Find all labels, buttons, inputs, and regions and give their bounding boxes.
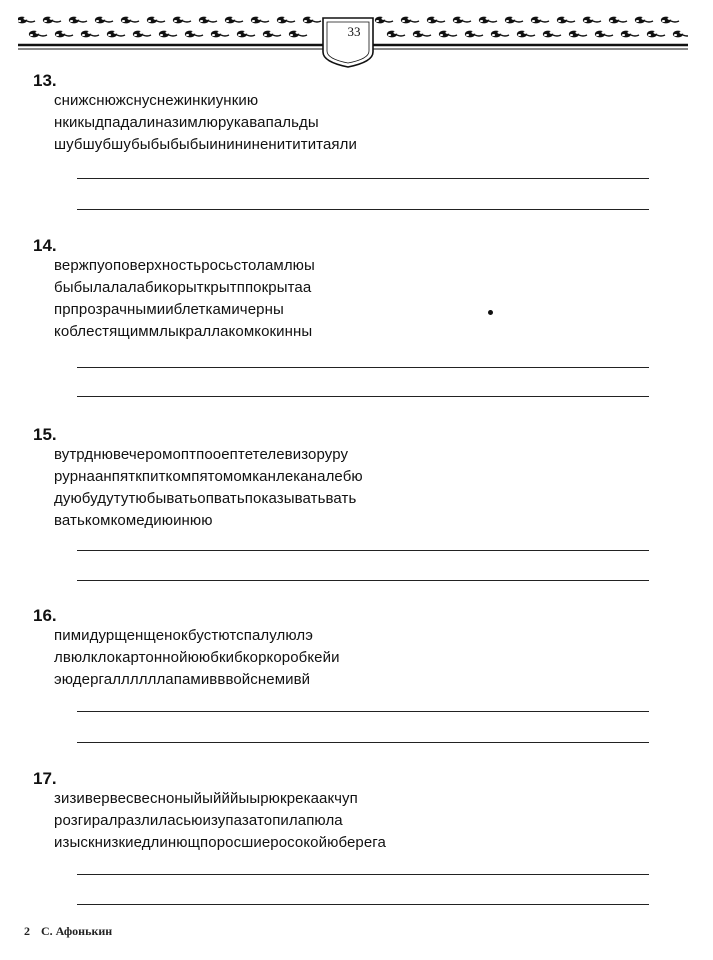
flower-ornament-icon	[133, 31, 151, 38]
footer	[24, 924, 112, 939]
answer-line[interactable]	[77, 904, 649, 905]
flower-ornament-icon	[147, 17, 165, 24]
exercise-14	[33, 237, 673, 343]
flower-ornament-icon	[413, 31, 431, 38]
exercise-text-line: шубшубшубыбыбыбыинининенитититаяли	[54, 136, 357, 153]
exercise-number: 15.	[33, 425, 57, 444]
exercise-16	[33, 607, 673, 691]
exercise-text-line: прпрозрачнымииблеткамичерны	[54, 301, 284, 318]
flower-ornament-icon	[621, 31, 639, 38]
flower-ornament-icon	[121, 17, 139, 24]
flower-ornament-icon	[491, 31, 509, 38]
flower-ornament-icon	[387, 31, 405, 38]
answer-line[interactable]	[77, 367, 649, 368]
flower-ornament-icon	[673, 31, 688, 38]
exercise-number: 14.	[33, 236, 57, 255]
flower-ornament-icon	[465, 31, 483, 38]
answer-line[interactable]	[77, 396, 649, 397]
exercise-text-line: пимидурщенщенокбустютспалулюлэ	[54, 627, 314, 644]
flower-ornament-icon	[251, 17, 269, 24]
flower-ornament-icon	[517, 31, 535, 38]
exercise-text-line: зизивервесвесноныйыйййыырюкрекаакчуп	[54, 790, 358, 807]
flower-ornament-icon	[583, 17, 601, 24]
flower-ornament-icon	[173, 17, 191, 24]
flower-ornament-icon	[225, 17, 243, 24]
answer-line[interactable]	[77, 178, 649, 179]
flower-border-icon	[18, 12, 688, 68]
flower-ornament-icon	[18, 17, 35, 24]
flower-ornament-icon	[55, 31, 73, 38]
flower-ornament-icon	[43, 17, 61, 24]
exercise-number: 16.	[33, 606, 57, 625]
exercise-text-line: рурнаанпяткпиткомпятомомканлеканалебю	[54, 468, 363, 485]
flower-ornament-icon	[237, 31, 255, 38]
exercise-text-line: изыскнизкиедлинющпоросшиеросокойюберега	[54, 834, 386, 851]
flower-ornament-icon	[557, 17, 575, 24]
flower-ornament-icon	[505, 17, 523, 24]
flower-ornament-icon	[453, 17, 471, 24]
flower-ornament-icon	[69, 17, 87, 24]
flower-ornament-icon	[277, 17, 295, 24]
header-ornament	[18, 12, 688, 68]
exercise-text-line: коблестящиммлыкраллакомкокинны	[54, 323, 313, 340]
flower-ornament-icon	[289, 31, 307, 38]
flower-ornament-icon	[107, 31, 125, 38]
flower-ornament-icon	[647, 31, 665, 38]
exercise-text-line: ватькомкомедиюинюю	[54, 512, 213, 529]
page-number: 33	[347, 24, 361, 39]
answer-line[interactable]	[77, 580, 649, 581]
exercise-15	[33, 426, 673, 532]
flower-ornament-icon	[543, 31, 561, 38]
exercise-number: 13.	[33, 71, 57, 90]
answer-line[interactable]	[77, 209, 649, 210]
answer-line[interactable]	[77, 874, 649, 875]
exercise-text-line: эюдергаллллллапамивввойснемивй	[54, 671, 311, 688]
footer-author: С. Афонькин	[41, 924, 113, 938]
flower-ornament-icon	[635, 17, 653, 24]
exercise-number: 17.	[33, 769, 57, 788]
exercise-text-line: дуюбудутутюбыватьопватьпоказыватьвать	[54, 490, 357, 507]
flower-ornament-icon	[427, 17, 445, 24]
exercise-text-line: нкикыдпадалиназимлюрукавапальды	[54, 114, 319, 131]
flower-ornament-icon	[81, 31, 99, 38]
exercise-text-line: снижснюжснуснежинкиункию	[54, 92, 259, 109]
exercise-text-line: розгиралразлиласьюизупазатопилапюла	[54, 812, 343, 829]
flower-ornament-icon	[211, 31, 229, 38]
answer-line[interactable]	[77, 742, 649, 743]
exercise-text-line: вержпуоповерхностьросьстоламлюы	[54, 257, 315, 274]
exercise-13	[33, 72, 673, 156]
flower-ornament-icon	[439, 31, 457, 38]
flower-ornament-icon	[609, 17, 627, 24]
flower-ornament-icon	[401, 17, 419, 24]
answer-line[interactable]	[77, 550, 649, 551]
flower-ornament-icon	[199, 17, 217, 24]
footer-page-number: 2	[24, 924, 30, 938]
flower-ornament-icon	[95, 17, 113, 24]
flower-ornament-icon	[595, 31, 613, 38]
flower-ornament-icon	[159, 31, 177, 38]
exercise-text-line: быбылалалабикорыткрытппокрытаа	[54, 279, 312, 296]
flower-ornament-icon	[661, 17, 679, 24]
exercise-17	[33, 770, 673, 854]
flower-ornament-icon	[263, 31, 281, 38]
exercise-text-line: вутрднювечеромоптпооептетелевизоруру	[54, 446, 349, 463]
flower-ornament-icon	[303, 17, 321, 24]
flower-ornament-icon	[29, 31, 47, 38]
flower-ornament-icon	[375, 17, 393, 24]
answer-line[interactable]	[77, 711, 649, 712]
flower-ornament-icon	[185, 31, 203, 38]
flower-ornament-icon	[479, 17, 497, 24]
speck-mark	[488, 310, 493, 315]
exercise-text-line: лвюлклокартоннойююбкибкоркоробкейи	[54, 649, 340, 666]
flower-ornament-icon	[531, 17, 549, 24]
flower-ornament-icon	[569, 31, 587, 38]
